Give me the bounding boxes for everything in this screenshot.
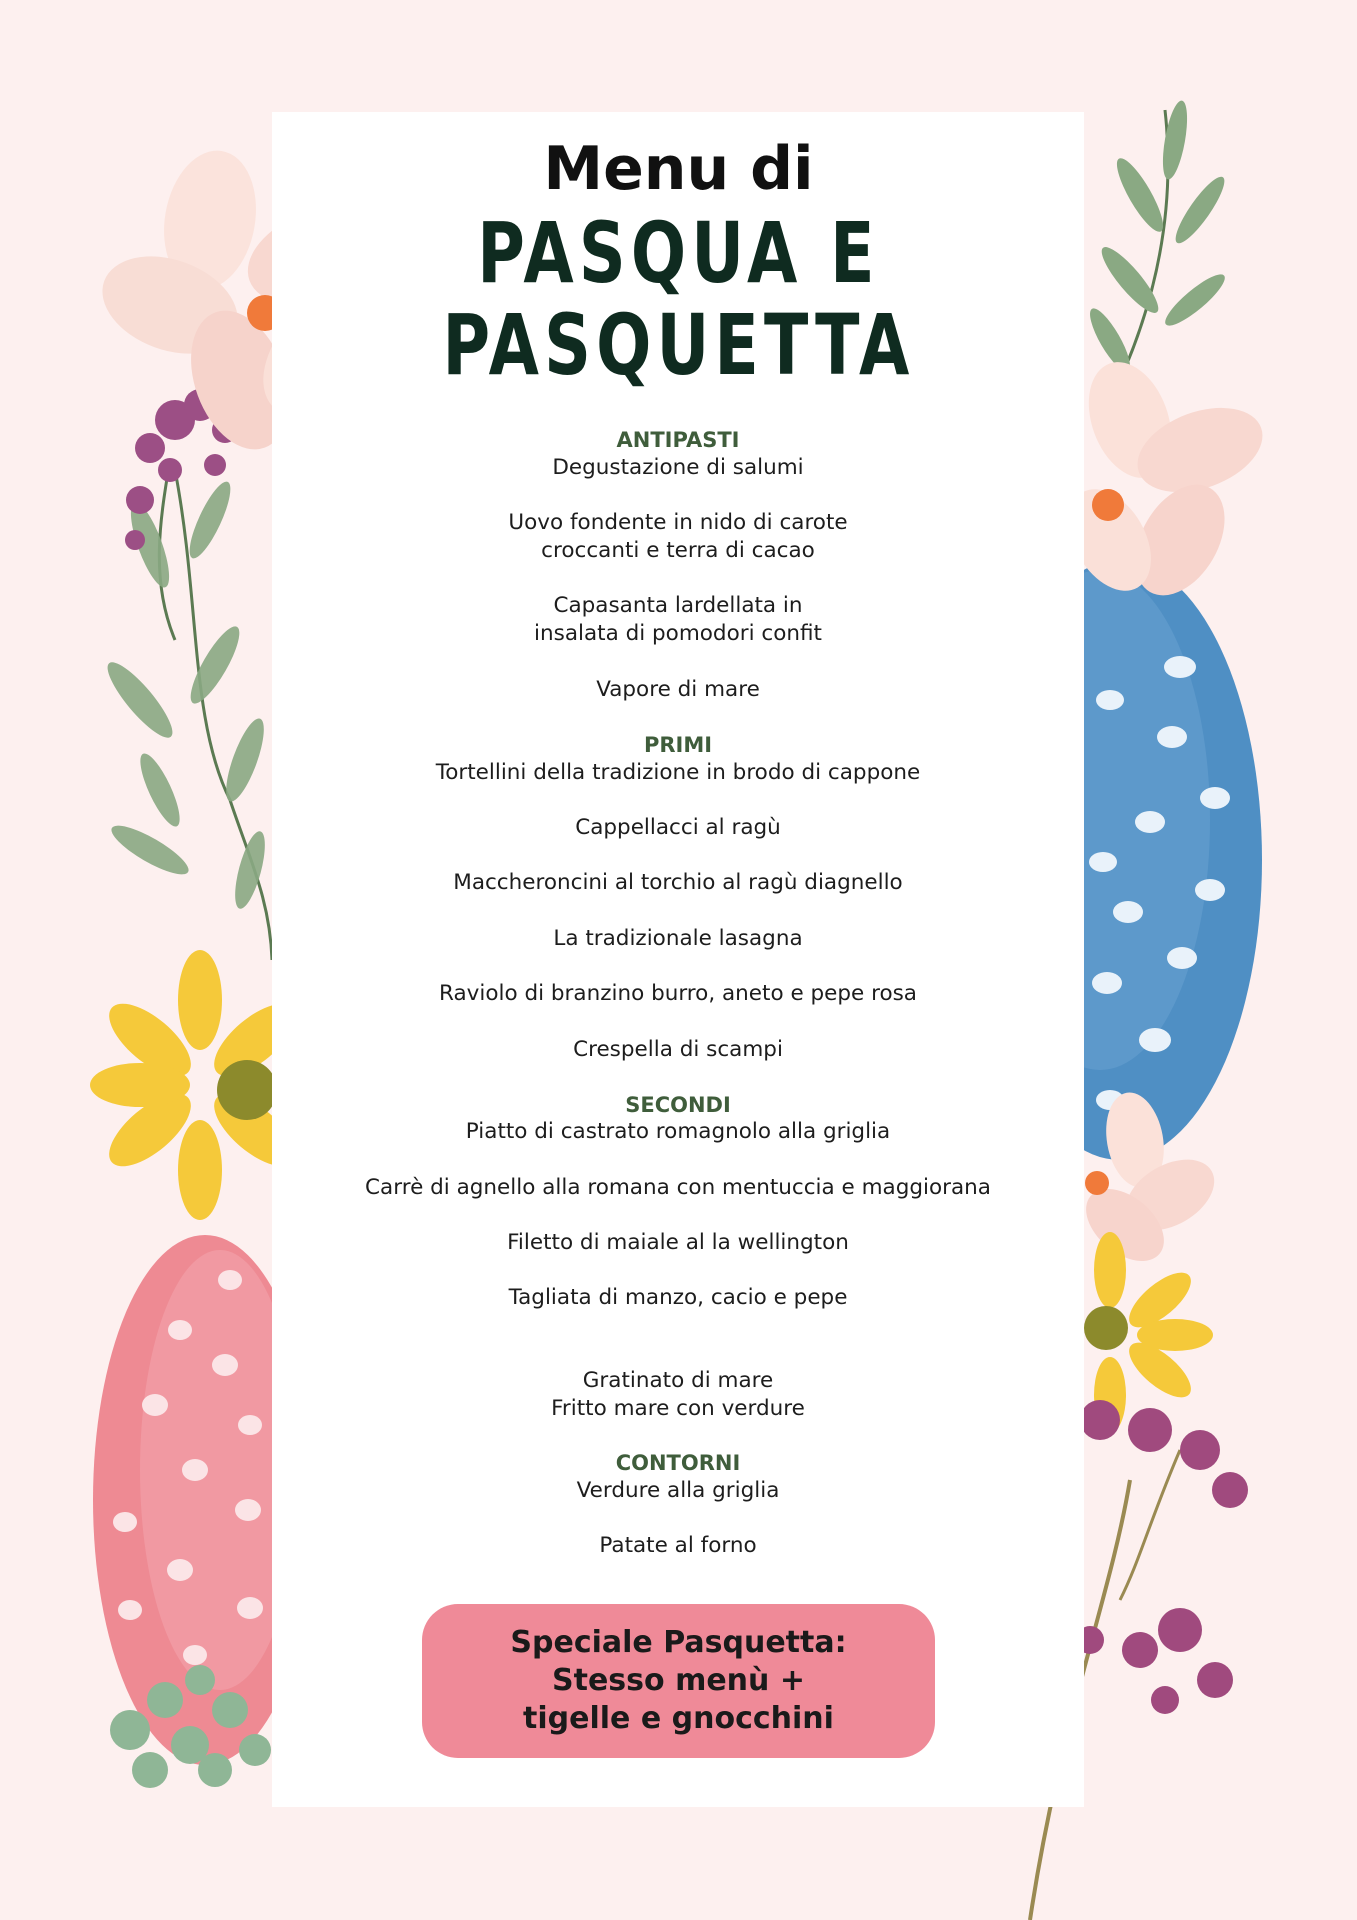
dish-item: La tradizionale lasagna — [553, 926, 803, 951]
dish-item: Vapore di mare — [596, 677, 760, 702]
section-heading-antipasti: ANTIPASTI — [616, 428, 740, 452]
section-heading-primi: PRIMI — [643, 733, 713, 757]
dish-item: Fritto mare con verdure — [551, 1396, 805, 1421]
title-line-2: PASQUA E — [477, 204, 880, 302]
special-line-3: tigelle e gnocchini — [523, 1701, 834, 1736]
dish-item: Capasanta lardellata in — [553, 593, 803, 618]
section-heading-contorni: CONTORNI — [615, 1451, 741, 1475]
section-heading-secondi: SECONDI — [625, 1093, 731, 1117]
special-line-2: Stesso menù + — [552, 1663, 805, 1698]
dish-item: croccanti e terra di cacao — [541, 538, 815, 563]
dish-item: Tagliata di manzo, cacio e pepe — [508, 1285, 848, 1310]
title-line-3: PASQUETTA — [442, 296, 915, 394]
title-line-1: Menu di — [543, 134, 814, 204]
dish-item: Uovo fondente in nido di carote — [508, 510, 848, 535]
dish-item: Cappellacci al ragù — [575, 815, 781, 840]
dish-item: Piatto di castrato romagnolo alla griglia — [465, 1119, 891, 1144]
dish-item: Crespella di scampi — [573, 1037, 783, 1062]
dish-item: Maccheroncini al torchio al ragù diagnello — [453, 870, 903, 895]
dish-item: Gratinato di mare — [582, 1368, 774, 1393]
dish-item: Carrè di agnello alla romana con mentuccia e maggiorana — [365, 1175, 991, 1200]
dish-item: Verdure alla griglia — [576, 1478, 780, 1503]
special-pasquetta-banner — [422, 1604, 935, 1758]
dish-item: Filetto di maiale al la wellington — [507, 1230, 849, 1255]
dish-item: Raviolo di branzino burro, aneto e pepe rosa — [439, 981, 917, 1006]
dish-item: Tortellini della tradizione in brodo di cappone — [435, 760, 921, 785]
dish-item: Degustazione di salumi — [552, 455, 804, 480]
dish-item: insalata di pomodori confit — [534, 621, 822, 646]
dish-item: Patate al forno — [599, 1533, 757, 1558]
special-line-1: Speciale Pasquetta: — [510, 1625, 847, 1660]
